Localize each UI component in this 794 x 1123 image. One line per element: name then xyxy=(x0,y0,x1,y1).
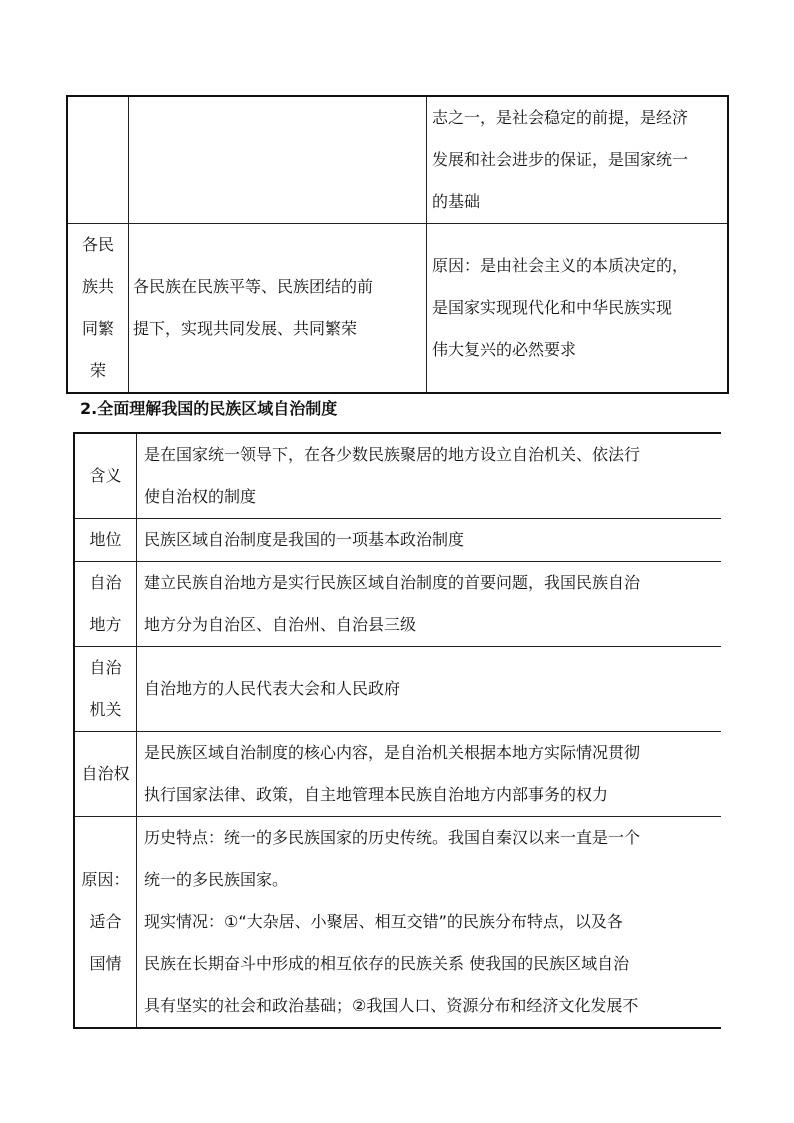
row-label-cell xyxy=(74,519,137,562)
cell-line: 自治 xyxy=(89,573,122,592)
cell-line: 是民族区域自治制度的核心内容，是自治机关根据本地方实际情况贯彻 xyxy=(144,743,641,762)
table-row xyxy=(74,732,721,817)
content-cell xyxy=(137,519,722,562)
cell-line: 机关 xyxy=(89,700,122,719)
autonomy-system-table xyxy=(73,432,721,1029)
cell-line: 各民 xyxy=(81,235,114,254)
content-cell xyxy=(137,647,722,732)
row-label-cell xyxy=(67,224,129,394)
row-label-cell xyxy=(74,732,137,817)
cell-line: 发展和社会进步的保证，是国家统一 xyxy=(432,150,689,169)
table-row xyxy=(74,519,721,562)
cell-line: 自治 xyxy=(89,658,122,677)
content-cell xyxy=(137,817,722,1029)
table-row xyxy=(74,433,721,519)
cell-line: 民族在长期奋斗中形成的相互依存的民族关系 使我国的民族区域自治 xyxy=(144,954,630,973)
row-label-cell xyxy=(67,96,129,224)
cell-line: 统一的多民族国家。 xyxy=(144,870,289,889)
table-row xyxy=(74,817,721,1029)
cell-line: 提下，实现共同发展、共同繁荣 xyxy=(133,319,358,338)
cell-line: 族共 xyxy=(81,277,114,296)
cell-line: 使自治权的制度 xyxy=(144,487,257,506)
cell-line: 执行国家法律、政策，自主地管理本民族自治地方内部事务的权力 xyxy=(144,785,609,804)
cell-line: 地位 xyxy=(89,530,122,549)
cell-line: 国情 xyxy=(89,954,122,973)
content-cell xyxy=(137,732,722,817)
cell-line: 民族区域自治制度是我国的一项基本政治制度 xyxy=(144,530,465,549)
detail-cell xyxy=(427,224,729,394)
cell-line: 具有坚实的社会和政治基础；②我国人口、资源分布和经济文化发展不 xyxy=(144,996,639,1015)
cell-line: 历史特点：统一的多民族国家的历史传统。我国自秦汉以来一直是一个 xyxy=(144,828,641,847)
table-row xyxy=(74,562,721,647)
detail-cell xyxy=(427,96,729,224)
cell-line: 各民族在民族平等、民族团结的前 xyxy=(133,277,374,296)
table-row xyxy=(74,647,721,732)
cell-line: 适合 xyxy=(89,912,122,931)
table-continuation xyxy=(66,95,729,394)
cell-line: 的基础 xyxy=(432,192,481,211)
row-label-cell xyxy=(74,433,137,519)
cell-line: 伟大复兴的必然要求 xyxy=(432,340,577,359)
cell-line: 地方 xyxy=(89,615,122,634)
description-cell xyxy=(129,96,427,224)
cell-line: 自治权 xyxy=(81,764,130,783)
content-cell xyxy=(137,433,722,519)
cell-line: 同繁 xyxy=(81,319,114,338)
table-row xyxy=(67,224,728,394)
row-label-cell xyxy=(74,647,137,732)
cell-line: 现实情况：①“大杂居、小聚居、相互交错”的民族分布特点，以及各 xyxy=(144,912,623,931)
description-cell xyxy=(129,224,427,394)
cell-line: 原因：是由社会主义的本质决定的， xyxy=(432,256,689,275)
cell-line: 建立民族自治地方是实行民族区域自治制度的首要问题，我国民族自治 xyxy=(144,573,641,592)
cell-line: 地方分为自治区、自治州、自治县三级 xyxy=(144,615,417,634)
cell-line: 含义 xyxy=(89,466,122,485)
row-label-cell xyxy=(74,817,137,1029)
cell-line: 是国家实现现代化和中华民族实现 xyxy=(432,298,673,317)
section-heading: 2.全面理解我国的民族区域自治制度 xyxy=(80,399,338,418)
cell-line: 荣 xyxy=(89,361,106,380)
cell-line: 是在国家统一领导下，在各少数民族聚居的地方设立自治机关、依法行 xyxy=(144,445,641,464)
cell-line: 原因： xyxy=(81,870,130,889)
cell-line: 自治地方的人民代表大会和人民政府 xyxy=(144,679,401,698)
content-cell xyxy=(137,562,722,647)
row-label-cell xyxy=(74,562,137,647)
table-row xyxy=(67,96,728,224)
cell-line: 志之一，是社会稳定的前提，是经济 xyxy=(432,108,689,127)
